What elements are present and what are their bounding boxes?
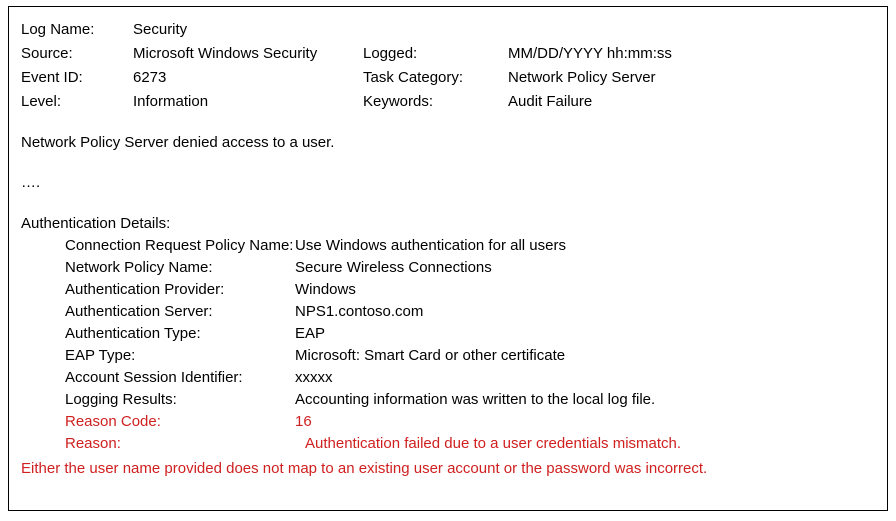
detail-row [21, 391, 875, 413]
event-summary-text: Network Policy Server denied access to a user. [21, 134, 335, 151]
detail-row [21, 325, 875, 347]
logged-label: Logged: [363, 45, 418, 62]
reason-value: Authentication failed due to a user credentials mismatch. [305, 435, 682, 452]
detail-row [21, 435, 875, 457]
account-session-identifier-value: xxxxx [295, 369, 333, 386]
detail-row [21, 413, 875, 435]
task-category-value: Network Policy Server [508, 69, 656, 86]
spacer [21, 197, 875, 211]
detail-row [21, 237, 875, 259]
connection-request-policy-name-label: Connection Request Policy Name: [65, 237, 294, 254]
detail-row [21, 369, 875, 391]
level-value: Information [133, 93, 209, 110]
header-row [21, 45, 875, 69]
detail-row [21, 347, 875, 369]
reason-label: Reason: [65, 435, 121, 452]
reason-footer-note: Either the user name provided does not map to an existing user account or the password was incorrect. [21, 460, 708, 477]
log-name-value: Security [133, 21, 188, 38]
task-category-label: Task Category: [363, 69, 464, 86]
event-id-value: 6273 [133, 69, 167, 86]
detail-row [21, 281, 875, 303]
level-label: Level: [21, 93, 62, 110]
detail-row [21, 259, 875, 281]
eap-type-label: EAP Type: [65, 347, 136, 364]
spacer [21, 117, 875, 131]
log-name-label: Log Name: [21, 21, 95, 38]
event-header [21, 21, 875, 117]
header-row [21, 21, 875, 45]
event-log-detail-box [8, 6, 888, 511]
source-value: Microsoft Windows Security [133, 45, 318, 62]
spacer [21, 155, 875, 169]
authentication-type-value: EAP [295, 325, 326, 342]
authentication-server-label: Authentication Server: [65, 303, 213, 320]
reason-code-value: 16 [295, 413, 312, 430]
reason-code-label: Reason Code: [65, 413, 161, 430]
authentication-details-title: Authentication Details: [21, 215, 171, 232]
network-policy-name-value: Secure Wireless Connections [295, 259, 492, 276]
ellipsis-text: …. [21, 174, 41, 191]
detail-row [21, 303, 875, 325]
network-policy-name-label: Network Policy Name: [65, 259, 213, 276]
authentication-type-label: Authentication Type: [65, 325, 201, 342]
header-row [21, 69, 875, 93]
logging-results-label: Logging Results: [65, 391, 177, 408]
event-id-label: Event ID: [21, 69, 83, 86]
eap-type-value: Microsoft: Smart Card or other certificate [295, 347, 566, 364]
authentication-provider-label: Authentication Provider: [65, 281, 225, 298]
account-session-identifier-label: Account Session Identifier: [65, 369, 243, 386]
authentication-provider-value: Windows [295, 281, 356, 298]
keywords-value: Audit Failure [508, 93, 593, 110]
logging-results-value: Accounting information was written to the local log file. [295, 391, 656, 408]
keywords-label: Keywords: [363, 93, 434, 110]
source-label: Source: [21, 45, 73, 62]
logged-value: MM/DD/YYYY hh:mm:ss [508, 45, 672, 62]
connection-request-policy-name-value: Use Windows authentication for all users [295, 237, 566, 254]
header-row [21, 93, 875, 117]
authentication-server-value: NPS1.contoso.com [295, 303, 424, 320]
